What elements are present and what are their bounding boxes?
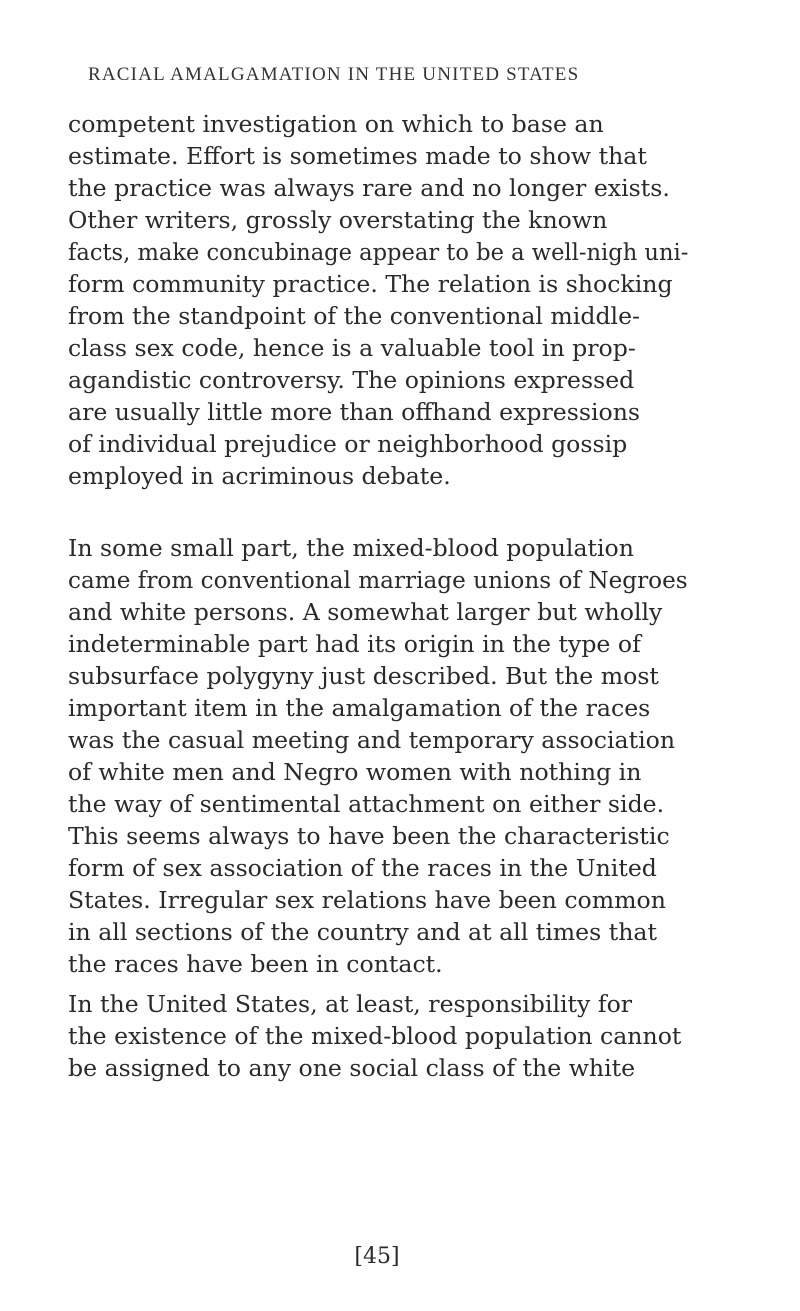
page-number: [45] xyxy=(354,1244,400,1269)
text-line: and white persons. A somewhat larger but wholly xyxy=(68,598,663,626)
text-line: competent investigation on which to base an xyxy=(68,110,604,138)
text-line: be assigned to any one social class of the white xyxy=(68,1054,636,1082)
text-line: in all sections of the country and at all times that xyxy=(68,918,657,946)
text-line: employed in acriminous debate. xyxy=(68,462,451,490)
text-line: This seems always to have been the characteristic xyxy=(68,822,670,850)
text-line: indeterminable part had its origin in the type of xyxy=(68,630,641,658)
text-line: important item in the amalgamation of the races xyxy=(68,694,651,722)
text-line: Other writers, grossly overstating the known xyxy=(68,206,608,234)
text-line: came from conventional marriage unions of Negroes xyxy=(68,566,688,594)
text-line: facts, make concubinage appear to be a well-nigh uni- xyxy=(68,238,689,266)
text-line: the way of sentimental attachment on either side. xyxy=(68,790,665,818)
text-line: agandistic controversy. The opinions expressed xyxy=(68,366,635,394)
text-line: States. Irregular sex relations have been common xyxy=(68,886,666,914)
text-line: was the casual meeting and temporary association xyxy=(68,726,676,754)
text-line: In some small part, the mixed-blood population xyxy=(68,534,634,562)
text-line: subsurface polygyny just described. But the most xyxy=(68,662,659,690)
text-line: the practice was always rare and no longer exists. xyxy=(68,174,670,202)
text-line: of individual prejudice or neighborhood gossip xyxy=(68,430,628,458)
text-line: from the standpoint of the conventional middle- xyxy=(68,302,641,330)
text-line: the existence of the mixed-blood population cannot xyxy=(68,1022,682,1050)
text-line: of white men and Negro women with nothing in xyxy=(68,758,642,786)
text-line: form of sex association of the races in the United xyxy=(68,854,657,882)
text-line: are usually little more than offhand expressions xyxy=(68,398,641,426)
text-line: In the United States, at least, responsibility for xyxy=(68,990,633,1018)
running-head: RACIAL AMALGAMATION IN THE UNITED STATES xyxy=(88,64,580,85)
text-line: class sex code, hence is a valuable tool in prop- xyxy=(68,334,636,362)
text-line: estimate. Effort is sometimes made to show that xyxy=(68,142,647,170)
text-line: form community practice. The relation is shocking xyxy=(68,270,673,298)
text-line: the races have been in contact. xyxy=(68,950,443,978)
